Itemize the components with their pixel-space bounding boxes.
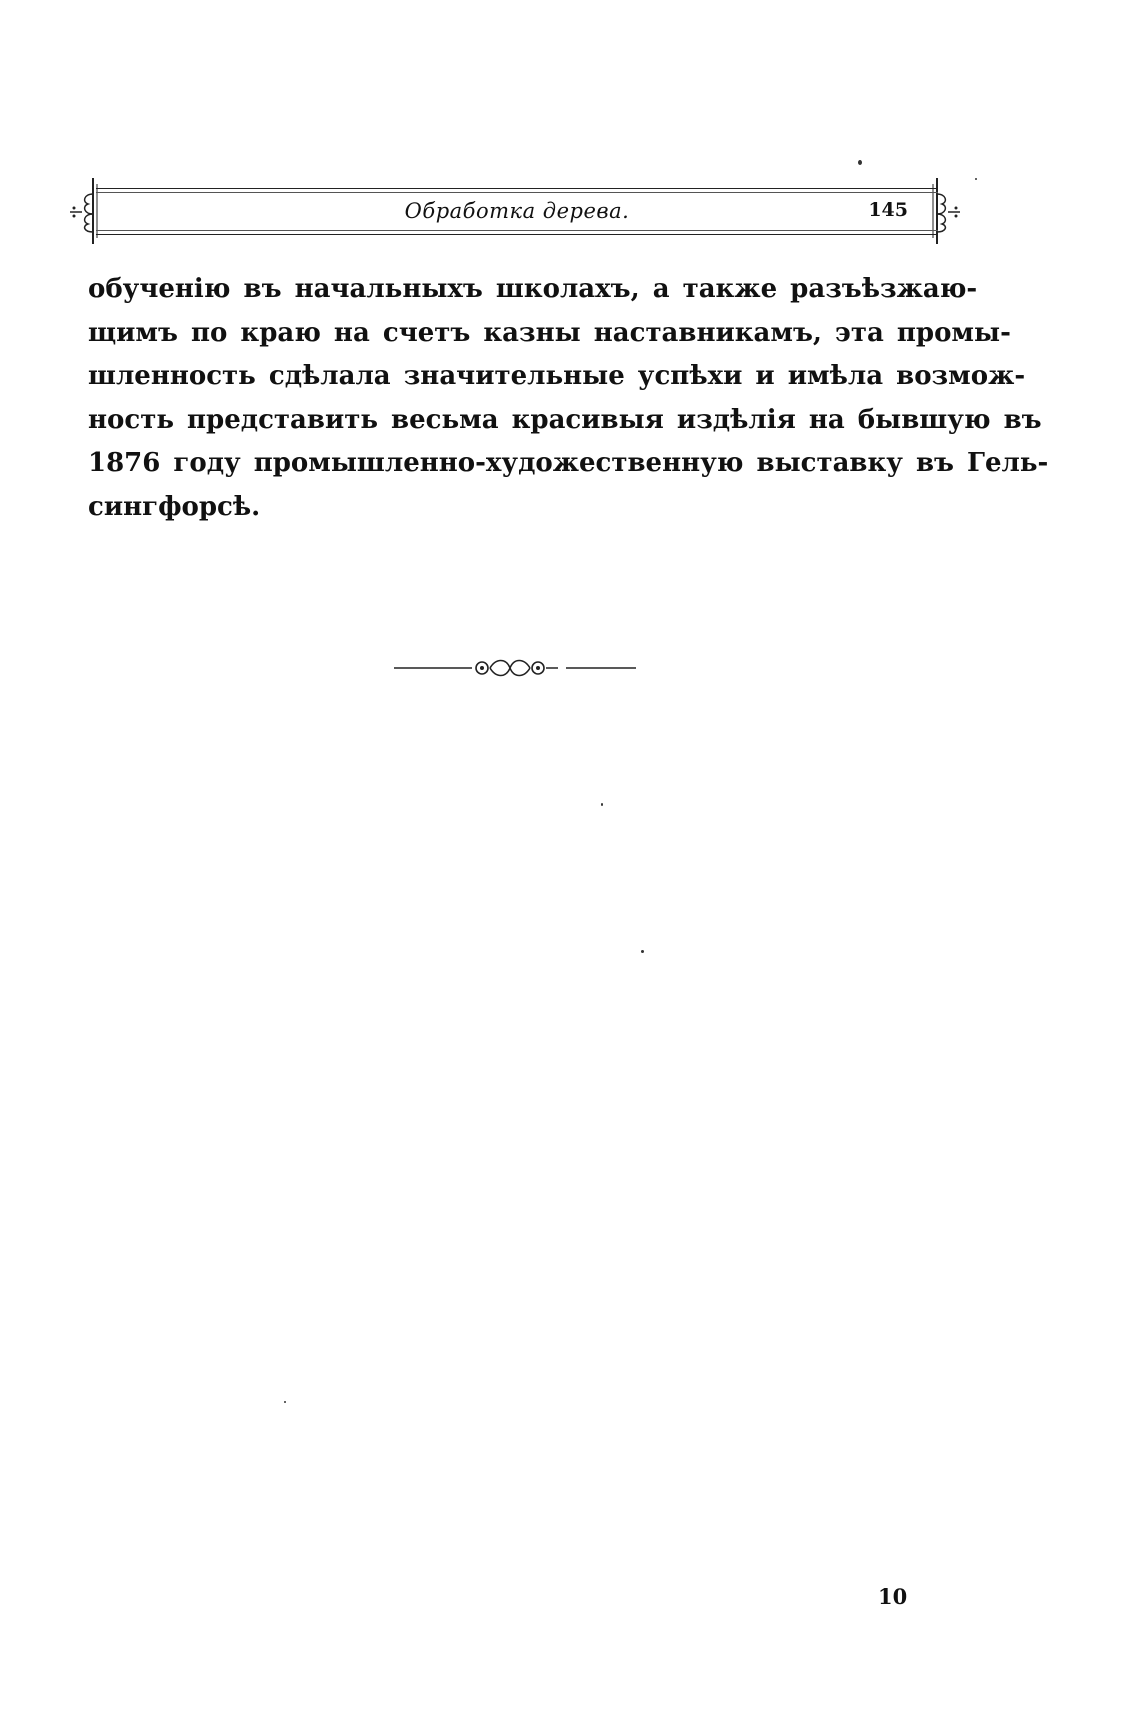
- text-line: ность представить весьма красивыя издѣлія на бывшую въ: [88, 404, 1042, 435]
- scan-speck: [858, 160, 862, 165]
- body-paragraph: [88, 268, 1049, 529]
- page-number: 145: [868, 199, 908, 221]
- scroll-ornament-icon: [390, 654, 640, 680]
- text-line: обученію въ начальныхъ школахъ, а также разъѣзжаю-: [88, 274, 978, 304]
- left-bracket-ornament-icon: [66, 176, 100, 246]
- text-line: шленность сдѣлала значительные успѣхи и имѣла возмож-: [88, 361, 1026, 391]
- header-rule-bottom: [96, 230, 938, 231]
- running-header: [96, 188, 938, 235]
- text-line: сингфорсѣ.: [88, 491, 261, 522]
- scan-speck: [641, 950, 644, 953]
- scan-speck: [284, 1401, 286, 1403]
- scan-speck: [601, 803, 603, 806]
- text-line: 1876 году промышленно-художественную выставку въ Гель-: [88, 448, 1049, 478]
- header-rule-top: [96, 192, 938, 193]
- scan-speck: [975, 178, 977, 180]
- running-title: Обработка дерева.: [404, 199, 630, 223]
- text-line: щимъ по краю на счетъ казны наставникамъ, эта промы-: [88, 317, 1011, 348]
- signature-mark: 10: [878, 1584, 908, 1609]
